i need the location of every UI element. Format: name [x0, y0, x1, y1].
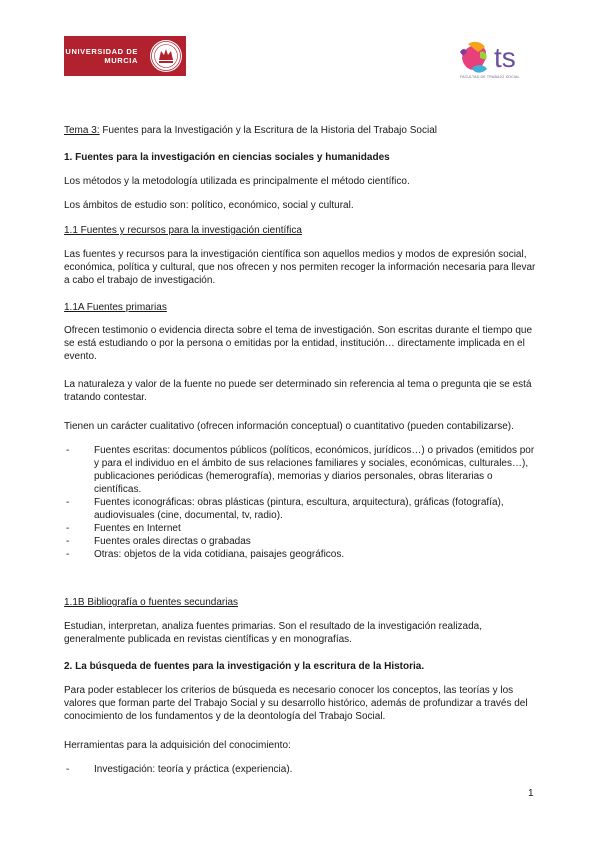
list-item-oral-sources: - Fuentes orales directas o grabadas: [64, 535, 540, 548]
section2-heading: 2. La búsqueda de fuentes para la investigación y la escritura de la Historia.: [64, 661, 425, 672]
paragraph-primary-sources: Ofrecen testimonio o evidencia directa sobre el tema de investigación. Son escritas durante el tiempo que se está estudiando o por la persona o emitidas por la entidad, institución… directamente implicada en el evento.: [64, 325, 533, 362]
list-item-written-sources: - Fuentes escritas: documentos públicos (políticos, económicos, jurídicos…) o privados (emitidos por y para el individuo en el ámbito de sus relaciones familiares y sociales, económicas, culturales…), publicaciones periódicas (hemerografía), memorias y diarios personales, obras literarias o científicas.: [64, 444, 540, 496]
university-logo: [64, 36, 186, 76]
topic-line: [64, 124, 540, 137]
tools-list: [64, 763, 540, 776]
faculty-logo: [458, 38, 540, 82]
list-item-internet-sources: - Fuentes en Internet: [64, 522, 540, 535]
section1-heading: 1. Fuentes para la investigación en ciencias sociales y humanidades: [64, 152, 390, 163]
subsection-1-1-heading: 1.1 Fuentes y recursos para la investigación científica: [64, 225, 302, 236]
topic-label: Tema 3:: [64, 125, 100, 136]
faculty-logo-text: ts: [494, 42, 516, 73]
university-logo-line1: UNIVERSIDAD DE: [65, 47, 138, 56]
page-number: 1: [528, 788, 534, 799]
primary-sources-list: [64, 444, 540, 561]
university-seal-icon: [148, 38, 184, 74]
faculty-caption: FACULTAD DE TRABAJO SOCIAL: [460, 75, 520, 79]
list-item-iconographic-sources: - Fuentes iconográficas: obras plásticas (pintura, escultura, arquitectura), gráficas (fotografía), audiovisuales (cine, documental, tv, radio).: [64, 496, 540, 522]
paragraph-sources-definition: Las fuentes y recursos para la investigación científica son aquellos medios y modos de expresión social, económica, política y cultural, que nos ofrecen y nos permiten recoger la información necesaria para llevar a cabo el trabajo de investigación.: [64, 249, 536, 286]
paragraph-tools: Herramientas para la adquisición del conocimiento:: [64, 740, 291, 751]
paragraph-nature: La naturaleza y valor de la fuente no puede ser determinado sin referencia al tema o pregunta qie se está tratando contestar.: [64, 379, 532, 403]
paragraph-search-criteria: Para poder establecer los criterios de búsqueda es necesario conocer los conceptos, las teorías y los valores que forman parte del Trabajo Social y su desarrollo histórico, además de profundizar a través del conocimiento de los fundamentos y de la deontología del Trabajo Social.: [64, 685, 528, 722]
list-item-other-sources: - Otras: objetos de la vida cotidiana, paisajes geográficos.: [64, 548, 540, 561]
paragraph-character: Tienen un carácter cualitativo (ofrecen información conceptual) o cuantitativo (pueden contabilizarse).: [64, 421, 514, 432]
paragraph-secondary-sources: Estudian, interpretan, analiza fuentes primarias. Son el resultado de la investigación realizada, generalmente publicada en revistas científicas y en monografías.: [64, 621, 483, 645]
list-item-research: - Investigación: teoría y práctica (experiencia).: [64, 763, 540, 776]
paragraph-methods: Los métodos y la metodología utilizada es principalmente el método científico.: [64, 176, 410, 187]
faculty-logo-icon: [458, 38, 540, 76]
subsection-1-1a-heading: 1.1A Fuentes primarias: [64, 302, 167, 313]
topic-title: Fuentes para la Investigación y la Escritura de la Historia del Trabajo Social: [99, 125, 437, 136]
subsection-1-1b-heading: 1.1B Bibliografía o fuentes secundarias: [64, 597, 238, 608]
university-logo-line2: MURCIA: [104, 56, 138, 65]
paragraph-scopes: Los ámbitos de estudio son: político, económico, social y cultural.: [64, 200, 354, 211]
